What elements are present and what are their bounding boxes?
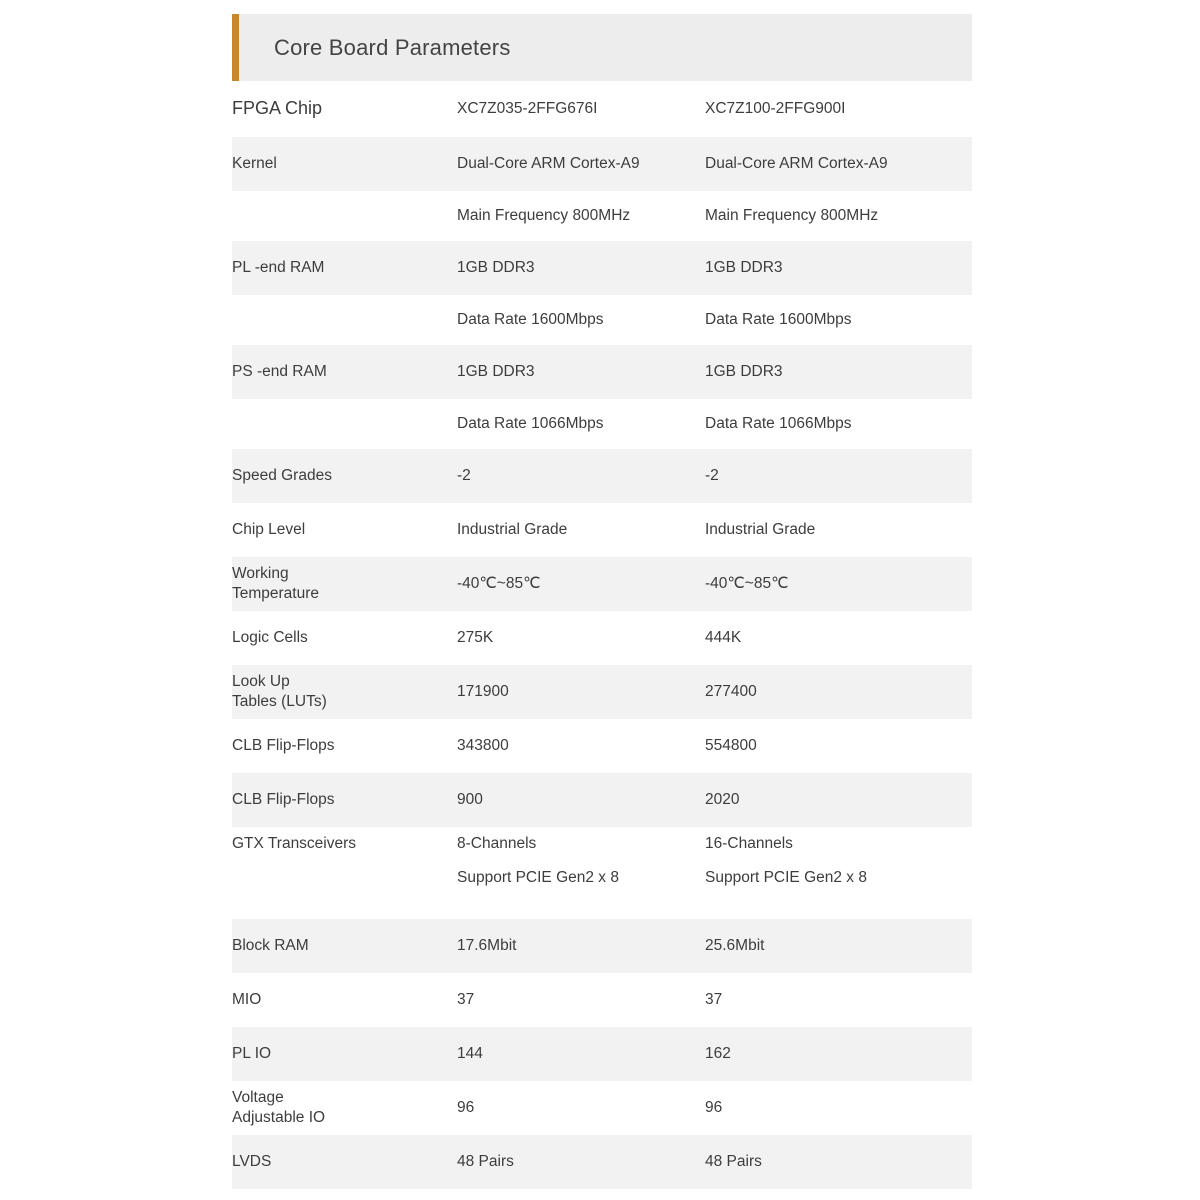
row-value-2: 96: [705, 1081, 972, 1135]
row-value-1: 1GB DDR3: [457, 241, 705, 295]
row-label: Kernel: [232, 137, 457, 191]
table-row: [232, 345, 972, 399]
page-title: Core Board Parameters: [274, 34, 511, 60]
table-row: [232, 973, 972, 1027]
row-value-1: 144: [457, 1027, 705, 1081]
row-value-1: 900: [457, 773, 705, 827]
column-header-label: FPGA Chip: [232, 81, 457, 137]
table-row: [232, 895, 972, 919]
row-label: MIO: [232, 973, 457, 1027]
spec-table-body: [232, 81, 972, 1189]
row-label: [232, 895, 457, 919]
column-header-value-2: XC7Z100-2FFG900I: [705, 81, 972, 137]
row-label: Chip Level: [232, 503, 457, 557]
table-row: [232, 861, 972, 895]
row-value-2: Dual-Core ARM Cortex-A9: [705, 137, 972, 191]
row-value-2: 162: [705, 1027, 972, 1081]
row-label: CLB Flip-Flops: [232, 773, 457, 827]
row-label-line: Voltage: [232, 1089, 284, 1107]
row-value-2: 1GB DDR3: [705, 345, 972, 399]
row-value-1: 48 Pairs: [457, 1135, 705, 1189]
table-row: [232, 295, 972, 345]
table-row: [232, 191, 972, 241]
row-value-1: Industrial Grade: [457, 503, 705, 557]
table-row: [232, 827, 972, 861]
row-label: PL IO: [232, 1027, 457, 1081]
row-value-2: -2: [705, 449, 972, 503]
row-value-2: 2020: [705, 773, 972, 827]
row-value-1: Support PCIE Gen2 x 8: [457, 861, 705, 895]
table-row: [232, 503, 972, 557]
row-label-line: Tables (LUTs): [232, 693, 327, 710]
row-value-2: 48 Pairs: [705, 1135, 972, 1189]
core-board-parameters-block: [232, 14, 972, 1189]
table-header-row: [232, 81, 972, 137]
row-label-line: Look Up: [232, 673, 290, 691]
accent-bar: [232, 14, 239, 81]
row-label: PS -end RAM: [232, 345, 457, 399]
row-label: Speed Grades: [232, 449, 457, 503]
row-value-1: 171900: [457, 665, 705, 719]
row-label: [232, 399, 457, 449]
row-value-2: 277400: [705, 665, 972, 719]
column-header-value-1: XC7Z035-2FFG676I: [457, 81, 705, 137]
row-label: [232, 191, 457, 241]
table-row: [232, 1027, 972, 1081]
table-row: [232, 241, 972, 295]
row-value-2: 37: [705, 973, 972, 1027]
row-value-1: Main Frequency 800MHz: [457, 191, 705, 241]
row-label: [232, 295, 457, 345]
row-value-2: 25.6Mbit: [705, 919, 972, 973]
row-value-1: 37: [457, 973, 705, 1027]
row-value-2: Data Rate 1066Mbps: [705, 399, 972, 449]
row-label-line: Adjustable IO: [232, 1109, 326, 1126]
row-label: [232, 861, 457, 895]
row-value-1: -2: [457, 449, 705, 503]
table-row: [232, 719, 972, 773]
row-value-1: 8-Channels: [457, 827, 705, 861]
row-value-1: [457, 895, 705, 919]
table-row: [232, 137, 972, 191]
row-label-line: Temperature: [232, 585, 320, 602]
table-row: [232, 611, 972, 665]
row-label: LVDS: [232, 1135, 457, 1189]
row-label: CLB Flip-Flops: [232, 719, 457, 773]
row-value-1: 17.6Mbit: [457, 919, 705, 973]
row-value-1: -40℃~85℃: [457, 557, 705, 611]
table-row: [232, 1081, 972, 1135]
row-value-2: Industrial Grade: [705, 503, 972, 557]
row-value-1: 1GB DDR3: [457, 345, 705, 399]
row-value-1: 96: [457, 1081, 705, 1135]
row-label: [232, 665, 457, 719]
table-row: [232, 1135, 972, 1189]
row-value-2: 1GB DDR3: [705, 241, 972, 295]
row-value-1: 343800: [457, 719, 705, 773]
row-label: [232, 1081, 457, 1135]
table-row: [232, 773, 972, 827]
row-value-2: [705, 895, 972, 919]
row-label: PL -end RAM: [232, 241, 457, 295]
table-row: [232, 919, 972, 973]
table-row: [232, 449, 972, 503]
row-value-2: 554800: [705, 719, 972, 773]
section-header: [232, 14, 972, 81]
row-value-2: Main Frequency 800MHz: [705, 191, 972, 241]
row-value-2: 444K: [705, 611, 972, 665]
row-value-2: -40℃~85℃: [705, 557, 972, 611]
row-value-2: Support PCIE Gen2 x 8: [705, 861, 972, 895]
row-value-2: 16-Channels: [705, 827, 972, 861]
row-label: Block RAM: [232, 919, 457, 973]
row-value-1: Dual-Core ARM Cortex-A9: [457, 137, 705, 191]
row-value-2: Data Rate 1600Mbps: [705, 295, 972, 345]
spec-table: [232, 81, 972, 1189]
row-label-line: Working: [232, 565, 289, 583]
row-value-1: Data Rate 1066Mbps: [457, 399, 705, 449]
row-label: GTX Transceivers: [232, 827, 457, 861]
row-value-1: Data Rate 1600Mbps: [457, 295, 705, 345]
table-row: [232, 557, 972, 611]
row-value-1: 275K: [457, 611, 705, 665]
table-row: [232, 399, 972, 449]
table-row: [232, 665, 972, 719]
row-label: [232, 557, 457, 611]
row-label: Logic Cells: [232, 611, 457, 665]
